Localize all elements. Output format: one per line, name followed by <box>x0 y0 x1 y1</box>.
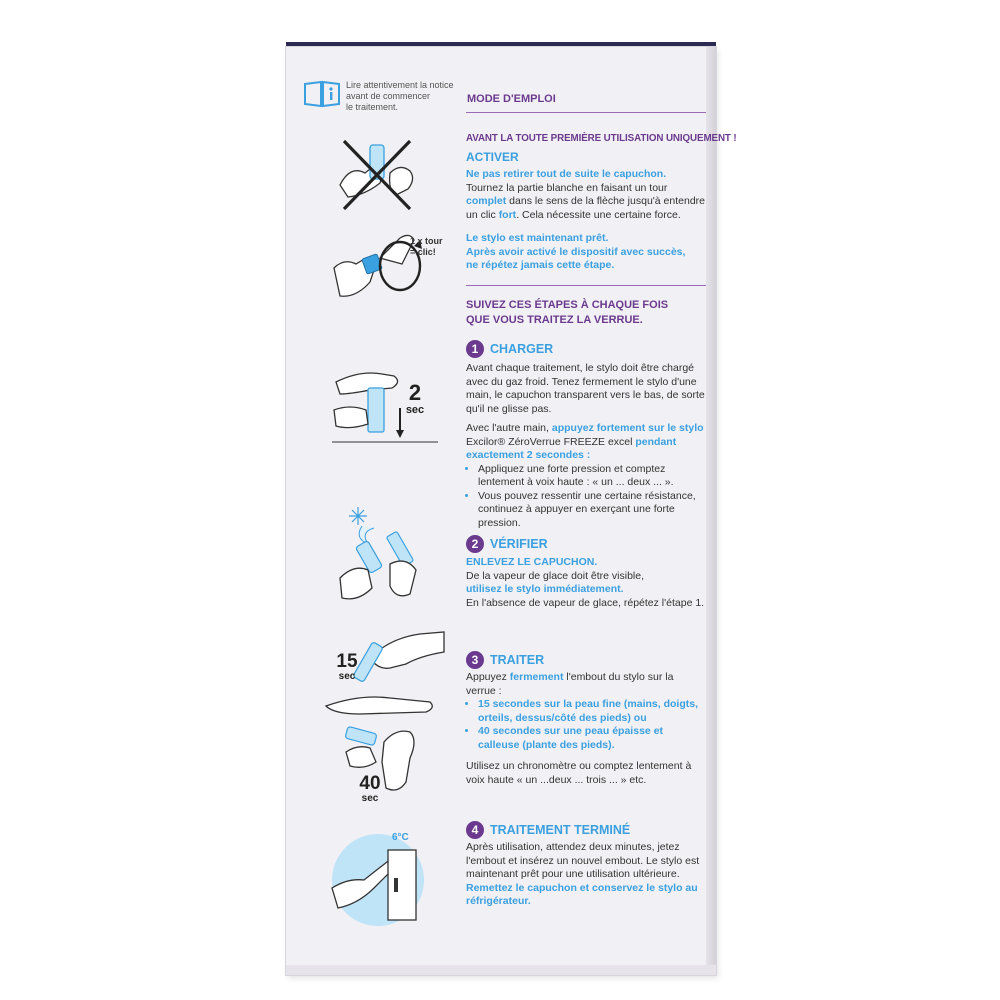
fridge-icon <box>318 828 438 933</box>
step-3-body <box>466 671 706 787</box>
step-3-title: TRAITER <box>490 653 545 667</box>
box-side-shade <box>706 47 716 975</box>
cross-icon <box>330 135 425 220</box>
twist-hand-icon <box>330 218 440 313</box>
step-1-text-a: Avec l'autre main, <box>466 422 552 434</box>
treat-thin-duration-unit: sec <box>338 671 356 682</box>
ready-line-3: ne répétez jamais cette étape. <box>466 259 615 271</box>
step-1-text-c: Excilor® ZéroVerrue FREEZE excel <box>466 435 636 448</box>
activate-title: ACTIVER <box>466 150 519 164</box>
ready-line-2: Après avoir activé le dispositif avec succès, <box>466 245 686 258</box>
step-1-bullet-2: • Vous pouvez ressentir une certaine résistance, continuez à appuyer en exerçant une forte pression. <box>478 490 706 531</box>
every-time-line-1: SUIVEZ CES ÉTAPES À CHAQUE FOIS <box>466 299 669 311</box>
press-duration-unit: sec <box>405 404 425 416</box>
notice-line-3: le traitement. <box>346 102 399 112</box>
activate-text-1: Tournez la partie blanche en faisant un tour <box>466 181 668 194</box>
notice-line-1: Lire attentivement la notice <box>346 80 454 90</box>
step-4-title: TRAITEMENT TERMINÉ <box>490 823 631 837</box>
step-3-text-a: Appuyez <box>466 671 510 683</box>
every-time-heading <box>466 298 668 328</box>
activate-text-fort: fort <box>498 208 517 221</box>
step-1-text-b: appuyez fortement sur le stylo <box>551 422 704 434</box>
step-1-bullet-1: • Appliquez une forte pression et comptez lentement à voix haute : « un ... deux ... ». <box>478 463 706 490</box>
step-2-line-2: De la vapeur de glace doit être visible, <box>466 569 645 582</box>
treat-thick-duration-unit: sec <box>361 793 379 804</box>
step-4-body <box>466 841 706 909</box>
divider <box>466 112 706 113</box>
vapor-pen-icon <box>332 498 432 618</box>
tour-label-line-2: = clic! <box>410 247 436 257</box>
divider <box>466 285 706 286</box>
step-2-line-3: utilisez le stylo immédiatement. <box>466 583 624 595</box>
press-duration <box>398 382 432 416</box>
step-4-paragraph-1: Après utilisation, attendez deux minutes, jetez l'embout et insérez un nouvel embout. Le stylo est maintenant prêt pour une utilisation ultérieure. <box>466 841 700 880</box>
every-time-line-2: QUE VOUS TRAITEZ LA VERRUE. <box>466 314 643 326</box>
ready-text <box>466 232 706 273</box>
step-4-number: 4 <box>466 821 484 839</box>
step-3-number: 3 <box>466 651 484 669</box>
step-4-paragraph-2: Remettez le capuchon et conservez le stylo au réfrigérateur. <box>466 881 698 907</box>
step-1-paragraph-1: Avant chaque traitement, le stylo doit être chargé avec du gaz froid. Tenez fermement le stylo d'une main, le capuchon transparent vers le bas, de sorte qu'il ne glisse pas. <box>466 362 705 415</box>
tour-label <box>410 236 443 258</box>
page-title: MODE D'EMPLOI <box>467 93 556 105</box>
step-1-number: 1 <box>466 340 484 358</box>
step-2-number: 2 <box>466 535 484 553</box>
step-3-paragraph-2: Utilisez un chronomètre ou comptez lentement à voix haute « un ...deux ... trois ... » etc. <box>466 760 692 786</box>
step-2-line-4: En l'absence de vapeur de glace, répétez l'étape 1. <box>466 596 705 609</box>
activate-text <box>466 168 706 222</box>
activate-warning: Ne pas retirer tout de suite le capuchon. <box>466 168 667 180</box>
step-3-bullet-2: • 40 secondes sur une peau épaisse et calleuse (plante des pieds). <box>478 725 706 752</box>
step-1-text-d: pendant exactement 2 secondes : <box>466 435 677 461</box>
activate-text-2: dans le sens de la flèche jusqu'à entendre un clic <box>466 195 705 221</box>
notice-line-2: avant de commencer <box>346 91 431 101</box>
treat-thin-duration-number: 15 <box>336 651 358 672</box>
treat-thin-duration <box>330 652 364 682</box>
step-3-bullet-1: • 15 secondes sur la peau fine (mains, doigts, orteils, dessus/côté des pieds) ou <box>478 698 706 725</box>
step-1-title: CHARGER <box>490 342 554 356</box>
ready-line-1: Le stylo est maintenant prêt. <box>466 232 609 244</box>
step-2-title: VÉRIFIER <box>490 537 548 551</box>
treat-thick-duration-number: 40 <box>359 773 381 794</box>
activate-text-complete: complet <box>466 195 507 207</box>
tour-label-line-1: 1 x tour <box>410 236 443 246</box>
activate-text-3: . Cela nécessite une certaine force. <box>516 208 681 221</box>
step-3-text-c: l'embout du stylo sur la verrue : <box>466 671 674 697</box>
first-use-heading: AVANT LA TOUTE PREMIÈRE UTILISATION UNIQUEMENT ! <box>466 133 737 144</box>
treat-thick-duration <box>352 774 388 804</box>
step-1-body <box>466 362 706 530</box>
notice-icon <box>303 80 341 113</box>
step-2-body <box>466 556 706 610</box>
step-3-text-b: fermement <box>509 671 564 683</box>
step-2-line-1: ENLEVEZ LE CAPUCHON. <box>466 556 598 568</box>
temperature-label: 6°C <box>392 832 409 843</box>
box-bottom-edge <box>286 965 716 975</box>
press-duration-number: 2 <box>408 380 422 405</box>
notice-text <box>346 80 456 113</box>
